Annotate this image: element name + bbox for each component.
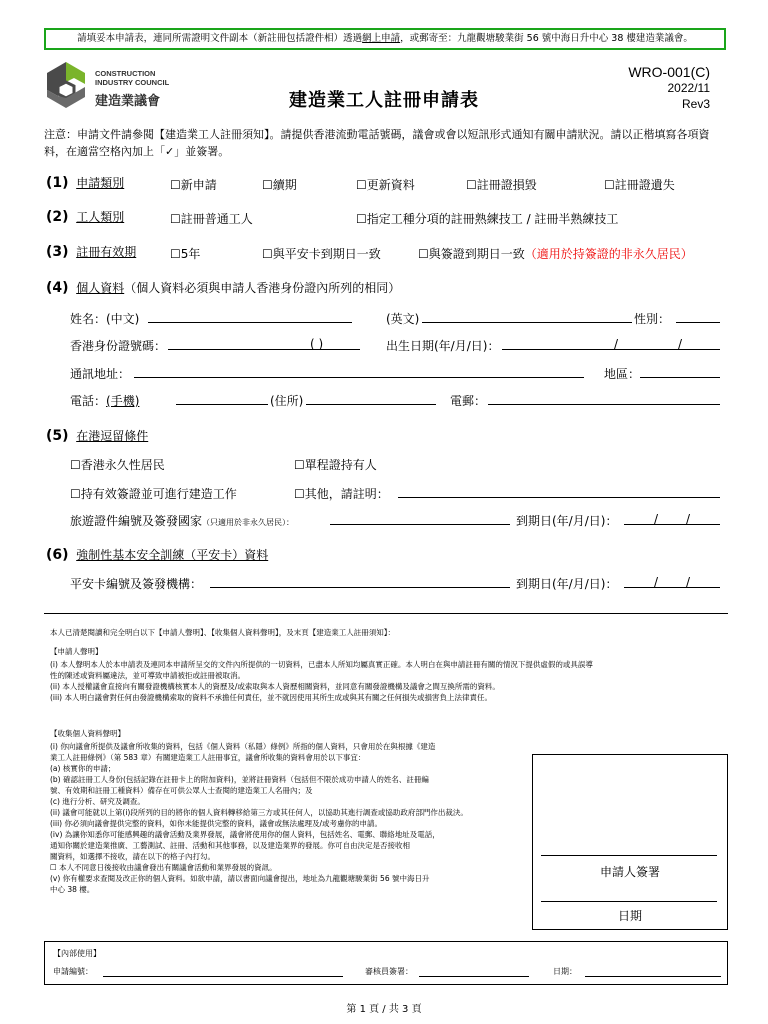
option-match-green-card[interactable]: ☐與平安卡到期日一致: [262, 247, 381, 261]
section-6-heading: (6) 強制性基本安全訓練（平安卡）資料: [46, 547, 269, 563]
section-5-heading: (5) 在港逗留條件: [46, 428, 149, 444]
form-date: 2022/11: [667, 81, 710, 95]
visa-expiry-field[interactable]: [624, 524, 720, 525]
green-card-field[interactable]: [210, 587, 510, 588]
option-skilled-worker[interactable]: ☐指定工種分項的註冊熟練技工 / 註冊半熟練技工: [356, 212, 619, 226]
section-4-heading: (4) 個人資料（個人資料必須與申請人香港身份證內所列的相同）: [46, 280, 401, 296]
form-code: WRO-001(C): [628, 64, 710, 80]
visa-expiry-slash-1: /: [654, 512, 659, 526]
name-chinese-field[interactable]: [148, 322, 352, 323]
visa-expiry-label: 到期日(年/月/日)：: [516, 514, 618, 528]
internal-use-heading: 【內部使用】: [53, 949, 101, 958]
option-5-years[interactable]: ☐5年: [170, 247, 201, 261]
option-card-damaged[interactable]: ☐註冊證損毀: [466, 178, 537, 192]
hkid-field[interactable]: [168, 349, 360, 350]
option-others[interactable]: ☐其他，請註明：: [294, 487, 389, 501]
form-title: 建造業工人註冊申請表: [289, 90, 479, 111]
name-chinese-label: 姓名：(中文): [70, 312, 140, 326]
green-card-expiry-label: 到期日(年/月/日)：: [516, 577, 618, 591]
home-phone-field[interactable]: [306, 404, 436, 405]
officer-signature-label: 審核員簽署：: [365, 967, 413, 976]
internal-use-box: [44, 941, 728, 985]
visa-note: （適用於持簽證的非永久居民）: [524, 247, 693, 261]
signature-box: [532, 754, 728, 930]
address-field[interactable]: [134, 377, 584, 378]
phone-label: 電話：(手機): [70, 394, 140, 408]
green-card-expiry-slash-2: /: [686, 575, 691, 589]
dob-field[interactable]: [502, 349, 720, 350]
sex-field[interactable]: [676, 322, 720, 323]
signature-date-label: 日期: [617, 909, 642, 923]
green-card-expiry-slash-1: /: [654, 575, 659, 589]
others-specify-field[interactable]: [398, 497, 720, 498]
privacy-statement-text: (i) 你向議會所提供及議會所收集的資料，包括《個人資料（私隱）條例》所指的個人資料，只會用於在與根據《建造 業工人註冊條例》（第 583 章）有關建造業工人註冊事宜，議會所收集的資料會用於以下事宜： (a) 核實你的申請； (b) 確認註冊工人身份(包括記錄在註冊卡上的附加資料)，並將註冊資料（包括但不限於成功申請人的姓名、註冊編 號、有效期和註冊工種資料）備存在可供公眾人士查閱的建造業工人名冊內；及 (c) 進行分析、研究及調查。 (ii) 議會可能就以上第(i)段所列的目的將你的個人資料轉移給第三方或其任何人，以協助其進行調查或協助政府部門作出裁決。 (iii) 你必須向議會提供完整的資料，如你未能提供完整的資料，議會或無法處理及/或考慮你的申請。 (iv) 為讓你知悉你可能感興趣的議會活動及業界發展，議會將使用你的個人資料，包括姓名、電郵、聯絡地址及電話， 通知你關於建造業推廣、工藝測試、註冊、活動和其他事務，以及建造業界的發展。你可自由決定是否接收相 關資料，如選擇不接收，請在以下的格子內打勾。 ☐ 本人不同意日後接收由議會發出有關議會活動和業界發展的資訊。 (v) 你有權要求查閱及改正你的個人資料。如欲申請，請以書面向議會提出，地址為九龍觀塘駿業街 56 號中海日升 中心 38 樓。: [50, 741, 520, 895]
instructions-note: 注意：申請文件請參閱【建造業工人註冊須知】。請提供香港流動電話號碼，議會或會以短訊形式通知有關申請狀況。請以正楷填寫各項資料，在適當空格內加上「✓」並簽署。: [44, 128, 710, 158]
applicant-declaration-heading: 【申請人聲明】: [50, 647, 103, 656]
option-renewal[interactable]: ☐續期: [262, 178, 297, 192]
option-card-lost[interactable]: ☐註冊證遺失: [604, 178, 675, 192]
privacy-statement-heading: 【收集個人資料聲明】: [50, 729, 125, 738]
name-english-field[interactable]: [422, 322, 632, 323]
internal-date-field[interactable]: [585, 976, 721, 977]
dob-slash-2: /: [678, 337, 683, 351]
sex-label: 性別：: [634, 312, 671, 326]
district-field[interactable]: [640, 377, 720, 378]
section-1-heading: (1) 申請類別: [46, 175, 125, 191]
officer-signature-field[interactable]: [419, 976, 529, 977]
address-label: 通訊地址：: [70, 367, 131, 381]
hkid-label: 香港身份證號碼：: [70, 339, 167, 353]
green-card-label: 平安卡編號及簽發機構：: [70, 577, 203, 591]
notice-text-1: 請填妥本申請表，連同所需證明文件副本（新註冊包括證件相）透過: [77, 33, 363, 44]
online-application-link[interactable]: 網上申請: [362, 33, 401, 44]
dob-slash-1: /: [614, 337, 619, 351]
applicant-signature-label: 申請人簽署: [599, 865, 660, 879]
visa-expiry-slash-2: /: [686, 512, 691, 526]
dob-label: 出生日期(年/月/日)：: [386, 339, 500, 353]
name-english-label: (英文): [386, 312, 420, 326]
home-phone-label: (住所): [270, 394, 304, 408]
option-valid-visa[interactable]: ☐持有效簽證並可進行建造工作: [70, 487, 237, 501]
district-label: 地區：: [604, 367, 641, 381]
logo-english-name: CONSTRUCTION INDUSTRY COUNCIL: [95, 69, 170, 87]
option-match-visa[interactable]: ☐與簽證到期日一致（適用於持簽證的非永久居民）: [418, 247, 693, 261]
option-new-application[interactable]: ☐新申請: [170, 178, 217, 192]
email-field[interactable]: [488, 404, 720, 405]
applicant-declaration-text: (i) 本人聲明本人於本申請表及連同本申請所呈交的文件內所提供的一切資料，已盡本人所知均屬真實正確。本人明白在與申請註冊有關的情況下提供虛假的或具誤導 性的陳述或資料屬違法，並可導致申請被拒或註冊被取消。 (ii) 本人授權議會直接向有關發證機構核實本人的資歷及/或索取與本人資歷相關資料，並同意有關發證機構及議會之間互換所需的資料。 (iii) 本人明白議會對任何由發證機構索取的資料不承擔任何責任，並不就因使用其所生成或與其有關之任何損失或損害負上法律責任。: [50, 660, 593, 702]
application-number-field[interactable]: [103, 976, 343, 977]
green-card-expiry-field[interactable]: [624, 587, 720, 588]
option-update-info[interactable]: ☐更新資料: [356, 178, 415, 192]
mobile-phone-field[interactable]: [176, 404, 268, 405]
section-2-heading: (2) 工人類別: [46, 209, 125, 225]
section-3-heading: (3) 註冊有效期: [46, 244, 137, 260]
form-meta: [628, 64, 710, 112]
declaration-lead: 本人已清楚閱讀和完全明白以下【申請人聲明】、【收集個人資料聲明】，及末頁【建造業工人註冊須知】：: [50, 628, 395, 637]
application-number-label: 申請編號：: [53, 967, 93, 976]
option-one-way-permit[interactable]: ☐單程證持有人: [294, 458, 377, 472]
notice-text-2: ，或郵寄至：九龍觀塘駿業街 56 號中海日升中心 38 樓建造業議會。: [400, 33, 693, 44]
page-number: 第 1 頁 / 共 3 頁: [346, 1004, 422, 1015]
form-revision: Rev3: [681, 97, 710, 111]
travel-doc-label: 旅遊證件編號及簽發國家（只適用於非永久居民）：: [70, 514, 295, 528]
logo-chinese-name: 建造業議會: [95, 94, 161, 109]
option-permanent-resident[interactable]: ☐香港永久性居民: [70, 458, 165, 472]
section-divider: [44, 613, 728, 614]
signature-date-line[interactable]: [541, 901, 717, 902]
hkid-check-digit: ( ): [310, 337, 324, 351]
travel-doc-field[interactable]: [330, 524, 510, 525]
marketing-opt-out-checkbox[interactable]: ☐ 本人不同意日後接收由議會發出有關議會活動和業界發展的資訊。: [50, 863, 277, 872]
email-label: 電郵：: [450, 394, 487, 408]
signature-line[interactable]: [541, 855, 717, 856]
option-general-worker[interactable]: ☐註冊普通工人: [170, 212, 253, 226]
mailing-notice: [44, 28, 726, 50]
internal-date-label: 日期：: [553, 967, 577, 976]
